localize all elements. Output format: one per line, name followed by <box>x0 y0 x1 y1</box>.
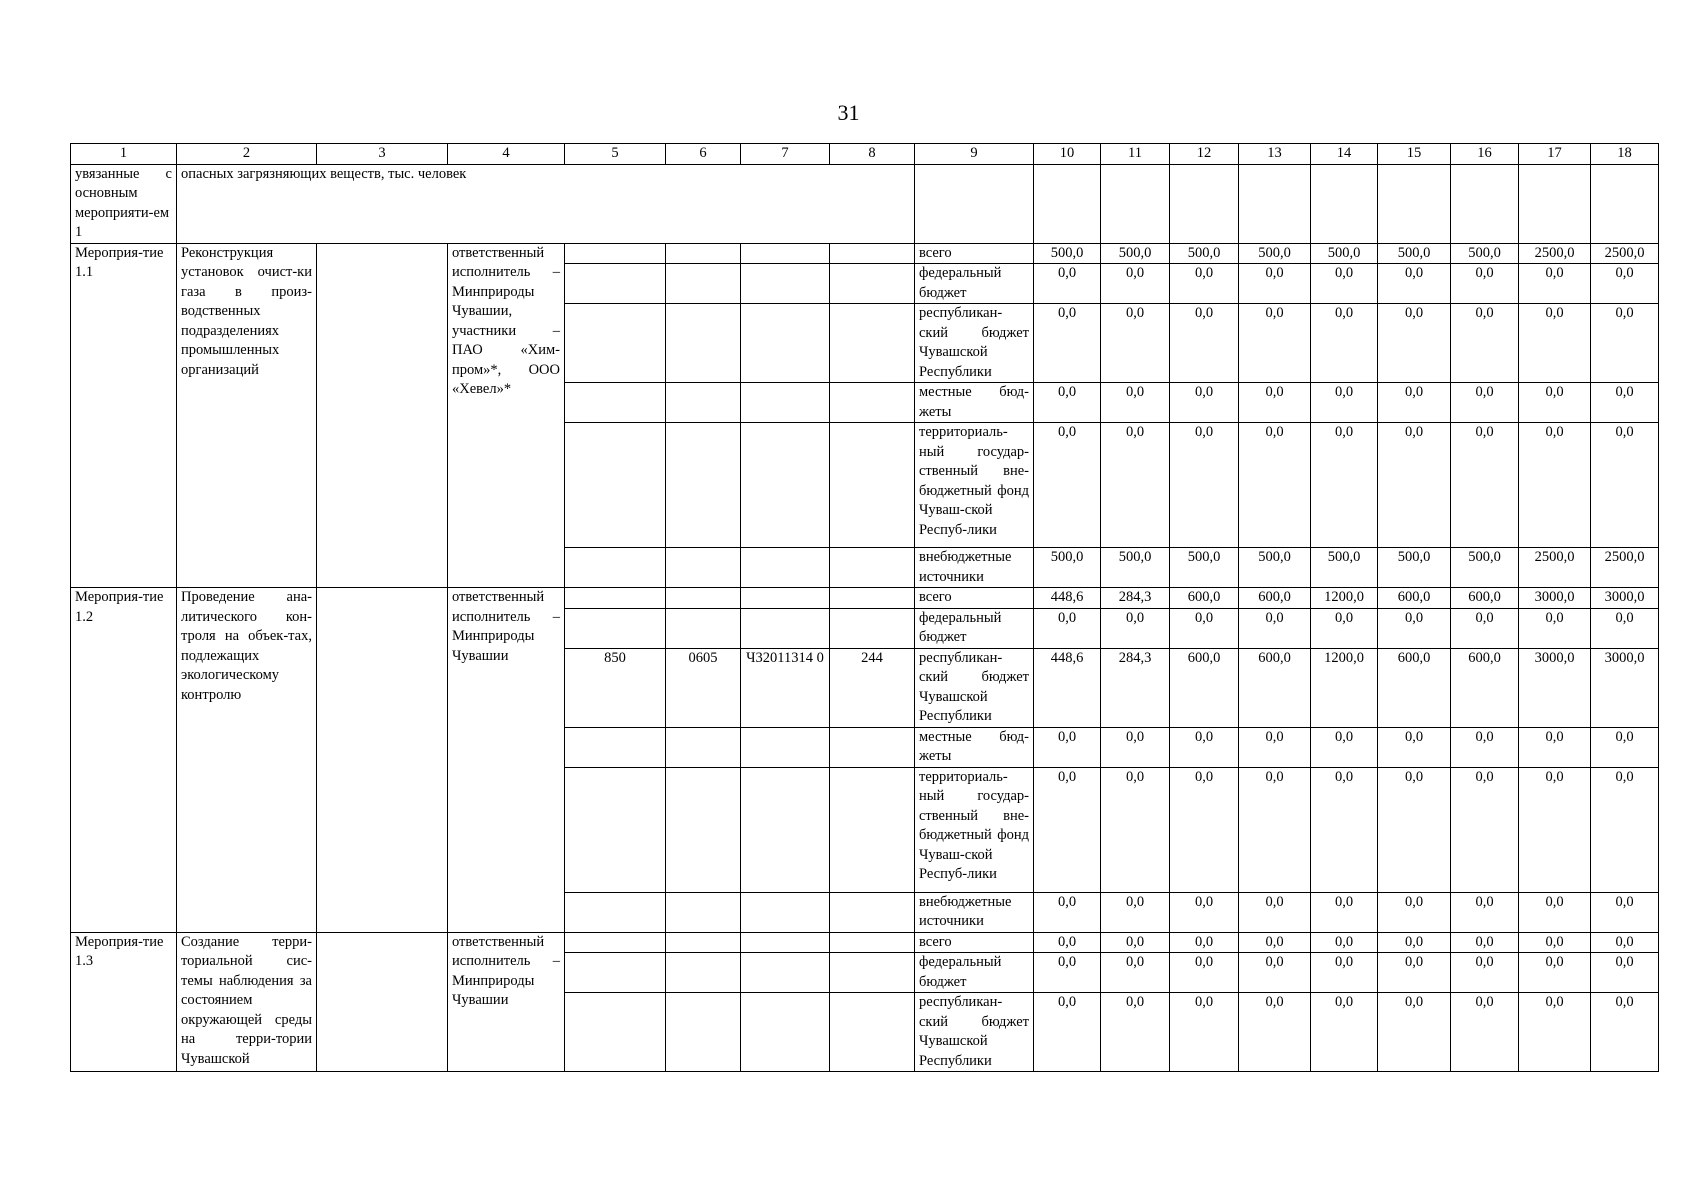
funding-value: 0,0 <box>1239 423 1311 548</box>
budget-code-cell <box>741 264 830 304</box>
funding-value: 500,0 <box>1034 243 1101 264</box>
empty-cell <box>1311 164 1378 243</box>
funding-value: 0,0 <box>1170 953 1239 993</box>
measure-executor: ответственный исполнитель – Минприроды Чувашии, участники – ПАО «Хим-пром»*, ООО «Хевел»* <box>448 243 565 588</box>
funding-value: 0,0 <box>1519 767 1591 892</box>
column-number-header: 5 <box>565 144 666 165</box>
budget-code-cell <box>565 727 666 767</box>
funding-value: 0,0 <box>1378 993 1451 1072</box>
funding-value: 0,0 <box>1170 383 1239 423</box>
empty-cell <box>317 932 448 1072</box>
column-number-header: 9 <box>915 144 1034 165</box>
funding-value: 0,0 <box>1519 953 1591 993</box>
funding-source: внебюджетные источники <box>915 892 1034 932</box>
funding-source: местные бюд-жеты <box>915 383 1034 423</box>
budget-code-cell <box>666 953 741 993</box>
measure-row <box>71 932 1659 953</box>
empty-cell <box>1101 164 1170 243</box>
funding-value: 0,0 <box>1101 993 1170 1072</box>
funding-source: всего <box>915 243 1034 264</box>
header-row <box>71 144 1659 165</box>
budget-code-cell <box>565 892 666 932</box>
funding-value: 0,0 <box>1591 993 1659 1072</box>
funding-value: 0,0 <box>1451 993 1519 1072</box>
funding-value: 0,0 <box>1591 932 1659 953</box>
budget-code-cell <box>666 932 741 953</box>
column-number-header: 14 <box>1311 144 1378 165</box>
funding-value: 500,0 <box>1170 548 1239 588</box>
budget-code-cell <box>666 727 741 767</box>
funding-value: 0,0 <box>1378 953 1451 993</box>
budget-code-cell <box>830 993 915 1072</box>
budget-code-cell <box>565 767 666 892</box>
funding-value: 500,0 <box>1101 548 1170 588</box>
funding-value: 0,0 <box>1170 727 1239 767</box>
column-number-header: 8 <box>830 144 915 165</box>
funding-value: 3000,0 <box>1591 588 1659 609</box>
funding-value: 0,0 <box>1239 608 1311 648</box>
measure-id: Мероприя-тие 1.2 <box>71 588 177 933</box>
funding-value: 0,0 <box>1311 304 1378 383</box>
budget-code-cell <box>830 608 915 648</box>
funding-value: 2500,0 <box>1591 243 1659 264</box>
budget-code-cell <box>830 932 915 953</box>
column-number-header: 10 <box>1034 144 1101 165</box>
column-number-header: 18 <box>1591 144 1659 165</box>
funding-source: республикан-ский бюджет Чувашской Республики <box>915 993 1034 1072</box>
funding-value: 0,0 <box>1519 423 1591 548</box>
empty-cell <box>1239 164 1311 243</box>
budget-code-cell <box>741 932 830 953</box>
budget-code-cell <box>565 993 666 1072</box>
funding-value: 0,0 <box>1034 608 1101 648</box>
budget-code-cell <box>565 548 666 588</box>
budget-code-cell <box>741 727 830 767</box>
funding-value: 0,0 <box>1311 423 1378 548</box>
measure-executor: ответственный исполнитель – Минприроды Чувашии <box>448 932 565 1072</box>
funding-value: 284,3 <box>1101 588 1170 609</box>
budget-code-cell: Ч32011314 0 <box>741 648 830 727</box>
empty-cell <box>1378 164 1451 243</box>
funding-value: 600,0 <box>1170 588 1239 609</box>
budget-code-cell <box>830 383 915 423</box>
budget-code-cell <box>565 243 666 264</box>
funding-value: 0,0 <box>1519 727 1591 767</box>
funding-source: республикан-ский бюджет Чувашской Республики <box>915 648 1034 727</box>
budget-code-cell <box>741 953 830 993</box>
funding-value: 500,0 <box>1170 243 1239 264</box>
budget-code-cell <box>741 993 830 1072</box>
column-number-header: 4 <box>448 144 565 165</box>
budget-table <box>70 143 1659 1072</box>
funding-value: 0,0 <box>1378 304 1451 383</box>
funding-value: 0,0 <box>1311 953 1378 993</box>
empty-cell <box>317 588 448 933</box>
funding-value: 500,0 <box>1378 243 1451 264</box>
budget-code-cell <box>741 304 830 383</box>
intro-row <box>71 164 1659 243</box>
budget-code-cell <box>666 243 741 264</box>
funding-value: 0,0 <box>1378 727 1451 767</box>
empty-cell <box>1034 164 1101 243</box>
funding-value: 0,0 <box>1451 383 1519 423</box>
measure-name: Создание терри-ториальной сис-темы наблюдения за состоянием окружающей среды на терри-тории Чувашской <box>177 932 317 1072</box>
page-number: 31 <box>837 100 860 125</box>
funding-value: 0,0 <box>1170 993 1239 1072</box>
measure-row <box>71 243 1659 264</box>
funding-value: 0,0 <box>1101 953 1170 993</box>
budget-code-cell <box>830 767 915 892</box>
funding-value: 448,6 <box>1034 648 1101 727</box>
budget-code-cell <box>741 243 830 264</box>
funding-value: 0,0 <box>1034 304 1101 383</box>
funding-value: 0,0 <box>1170 304 1239 383</box>
budget-code-cell <box>565 423 666 548</box>
funding-value: 600,0 <box>1378 588 1451 609</box>
budget-code-cell <box>830 588 915 609</box>
funding-source: федеральный бюджет <box>915 264 1034 304</box>
funding-value: 0,0 <box>1378 423 1451 548</box>
funding-value: 0,0 <box>1101 767 1170 892</box>
budget-code-cell <box>666 304 741 383</box>
funding-value: 0,0 <box>1378 767 1451 892</box>
funding-value: 0,0 <box>1034 993 1101 1072</box>
funding-source: всего <box>915 588 1034 609</box>
funding-value: 0,0 <box>1451 264 1519 304</box>
funding-value: 0,0 <box>1034 932 1101 953</box>
funding-value: 600,0 <box>1451 588 1519 609</box>
funding-value: 0,0 <box>1591 264 1659 304</box>
budget-code-cell <box>741 423 830 548</box>
column-number-header: 11 <box>1101 144 1170 165</box>
funding-value: 0,0 <box>1034 423 1101 548</box>
column-number-header: 3 <box>317 144 448 165</box>
funding-value: 0,0 <box>1591 953 1659 993</box>
funding-value: 0,0 <box>1239 304 1311 383</box>
funding-source: республикан-ский бюджет Чувашской Республики <box>915 304 1034 383</box>
funding-value: 0,0 <box>1170 932 1239 953</box>
budget-code-cell <box>565 383 666 423</box>
budget-code-cell <box>830 423 915 548</box>
funding-value: 500,0 <box>1311 548 1378 588</box>
funding-value: 0,0 <box>1311 892 1378 932</box>
funding-value: 0,0 <box>1451 932 1519 953</box>
budget-code-cell <box>830 264 915 304</box>
budget-code-cell <box>830 243 915 264</box>
funding-value: 0,0 <box>1239 727 1311 767</box>
empty-cell <box>915 164 1034 243</box>
measure-row <box>71 588 1659 609</box>
empty-cell <box>1451 164 1519 243</box>
budget-code-cell <box>565 588 666 609</box>
funding-value: 284,3 <box>1101 648 1170 727</box>
budget-code-cell <box>741 588 830 609</box>
measure-id: Мероприя-тие 1.1 <box>71 243 177 588</box>
budget-code-cell <box>741 383 830 423</box>
funding-value: 0,0 <box>1239 892 1311 932</box>
budget-code-cell <box>565 608 666 648</box>
funding-value: 1200,0 <box>1311 648 1378 727</box>
funding-value: 2500,0 <box>1519 243 1591 264</box>
funding-value: 500,0 <box>1311 243 1378 264</box>
measure-id: Мероприя-тие 1.3 <box>71 932 177 1072</box>
funding-value: 0,0 <box>1451 767 1519 892</box>
funding-value: 0,0 <box>1519 993 1591 1072</box>
funding-value: 500,0 <box>1239 243 1311 264</box>
column-number-header: 7 <box>741 144 830 165</box>
funding-value: 500,0 <box>1451 548 1519 588</box>
budget-code-cell <box>565 304 666 383</box>
funding-value: 0,0 <box>1519 608 1591 648</box>
budget-code-cell <box>666 588 741 609</box>
budget-code-cell <box>565 264 666 304</box>
funding-value: 0,0 <box>1034 264 1101 304</box>
budget-code-cell <box>565 932 666 953</box>
budget-code-cell <box>830 953 915 993</box>
funding-value: 0,0 <box>1311 264 1378 304</box>
funding-value: 0,0 <box>1591 892 1659 932</box>
budget-code-cell: 850 <box>565 648 666 727</box>
funding-value: 0,0 <box>1034 953 1101 993</box>
funding-value: 0,0 <box>1239 932 1311 953</box>
measure-executor: ответственный исполнитель – Минприроды Чувашии <box>448 588 565 933</box>
budget-code-cell <box>666 548 741 588</box>
funding-source: территориаль-ный государ-ственный вне-бюджетный фонд Чуваш-ской Респуб-лики <box>915 423 1034 548</box>
funding-value: 0,0 <box>1239 264 1311 304</box>
funding-value: 0,0 <box>1239 383 1311 423</box>
funding-value: 0,0 <box>1378 608 1451 648</box>
intro-linked-cell: увязанные с основным мероприяти-ем 1 <box>71 164 177 243</box>
funding-value: 0,0 <box>1101 423 1170 548</box>
funding-value: 600,0 <box>1239 588 1311 609</box>
funding-source: федеральный бюджет <box>915 608 1034 648</box>
funding-value: 0,0 <box>1101 383 1170 423</box>
empty-cell <box>1591 164 1659 243</box>
measure-name: Реконструкция установок очист-ки газа в произ-водственных подразделениях промышленных организаций <box>177 243 317 588</box>
funding-value: 600,0 <box>1170 648 1239 727</box>
budget-code-cell <box>741 767 830 892</box>
funding-value: 0,0 <box>1101 932 1170 953</box>
intro-indicator-cell: опасных загрязняющих веществ, тыс. человек <box>177 164 915 243</box>
budget-code-cell <box>666 767 741 892</box>
funding-source: всего <box>915 932 1034 953</box>
column-number-header: 15 <box>1378 144 1451 165</box>
funding-source: внебюджетные источники <box>915 548 1034 588</box>
budget-code-cell <box>830 892 915 932</box>
funding-value: 0,0 <box>1519 892 1591 932</box>
funding-value: 0,0 <box>1101 608 1170 648</box>
funding-value: 0,0 <box>1239 993 1311 1072</box>
funding-value: 0,0 <box>1311 727 1378 767</box>
budget-code-cell <box>666 423 741 548</box>
budget-code-cell <box>666 264 741 304</box>
funding-value: 0,0 <box>1519 264 1591 304</box>
budget-code-cell <box>565 953 666 993</box>
funding-value: 0,0 <box>1170 608 1239 648</box>
budget-code-cell <box>741 608 830 648</box>
funding-source: территориаль-ный государ-ственный вне-бюджетный фонд Чуваш-ской Респуб-лики <box>915 767 1034 892</box>
measure-name: Проведение ана-литического кон-троля на объек-тах, подлежащих экологическому контролю <box>177 588 317 933</box>
column-number-header: 1 <box>71 144 177 165</box>
funding-value: 2500,0 <box>1591 548 1659 588</box>
funding-value: 0,0 <box>1451 608 1519 648</box>
empty-cell <box>1170 164 1239 243</box>
funding-value: 0,0 <box>1034 383 1101 423</box>
funding-value: 0,0 <box>1378 264 1451 304</box>
column-number-header: 13 <box>1239 144 1311 165</box>
funding-value: 0,0 <box>1034 767 1101 892</box>
funding-source: федеральный бюджет <box>915 953 1034 993</box>
budget-code-cell <box>666 383 741 423</box>
funding-value: 0,0 <box>1311 383 1378 423</box>
funding-value: 0,0 <box>1378 383 1451 423</box>
budget-code-cell <box>741 548 830 588</box>
funding-value: 0,0 <box>1101 304 1170 383</box>
funding-value: 0,0 <box>1170 423 1239 548</box>
funding-value: 0,0 <box>1591 608 1659 648</box>
funding-value: 0,0 <box>1034 892 1101 932</box>
funding-value: 0,0 <box>1591 423 1659 548</box>
funding-value: 0,0 <box>1170 264 1239 304</box>
funding-value: 3000,0 <box>1519 648 1591 727</box>
funding-value: 1200,0 <box>1311 588 1378 609</box>
funding-value: 0,0 <box>1170 892 1239 932</box>
funding-value: 500,0 <box>1101 243 1170 264</box>
funding-value: 0,0 <box>1101 727 1170 767</box>
funding-value: 0,0 <box>1311 767 1378 892</box>
column-number-header: 17 <box>1519 144 1591 165</box>
funding-value: 0,0 <box>1311 932 1378 953</box>
funding-value: 0,0 <box>1451 953 1519 993</box>
funding-value: 448,6 <box>1034 588 1101 609</box>
funding-value: 0,0 <box>1101 892 1170 932</box>
budget-code-cell <box>741 892 830 932</box>
empty-cell <box>317 243 448 588</box>
column-number-header: 2 <box>177 144 317 165</box>
funding-value: 0,0 <box>1591 304 1659 383</box>
funding-value: 0,0 <box>1034 727 1101 767</box>
budget-code-cell: 244 <box>830 648 915 727</box>
funding-value: 600,0 <box>1239 648 1311 727</box>
funding-value: 0,0 <box>1591 767 1659 892</box>
budget-code-cell <box>666 993 741 1072</box>
funding-value: 0,0 <box>1451 727 1519 767</box>
funding-value: 0,0 <box>1239 953 1311 993</box>
funding-value: 600,0 <box>1378 648 1451 727</box>
budget-code-cell <box>666 608 741 648</box>
funding-value: 0,0 <box>1451 892 1519 932</box>
funding-value: 0,0 <box>1378 932 1451 953</box>
column-number-header: 12 <box>1170 144 1239 165</box>
funding-value: 0,0 <box>1378 892 1451 932</box>
funding-value: 0,0 <box>1451 304 1519 383</box>
column-number-header: 16 <box>1451 144 1519 165</box>
budget-code-cell <box>830 304 915 383</box>
funding-value: 0,0 <box>1311 608 1378 648</box>
funding-value: 0,0 <box>1239 767 1311 892</box>
funding-value: 0,0 <box>1311 993 1378 1072</box>
budget-code-cell <box>830 727 915 767</box>
funding-value: 500,0 <box>1378 548 1451 588</box>
funding-value: 0,0 <box>1519 932 1591 953</box>
funding-value: 0,0 <box>1519 304 1591 383</box>
funding-value: 0,0 <box>1519 383 1591 423</box>
budget-code-cell: 0605 <box>666 648 741 727</box>
funding-value: 0,0 <box>1591 727 1659 767</box>
column-number-header: 6 <box>666 144 741 165</box>
funding-value: 0,0 <box>1591 383 1659 423</box>
funding-value: 500,0 <box>1239 548 1311 588</box>
funding-value: 500,0 <box>1451 243 1519 264</box>
funding-value: 0,0 <box>1101 264 1170 304</box>
budget-code-cell <box>666 892 741 932</box>
empty-cell <box>1519 164 1591 243</box>
funding-value: 0,0 <box>1170 767 1239 892</box>
funding-source: местные бюд-жеты <box>915 727 1034 767</box>
funding-value: 3000,0 <box>1591 648 1659 727</box>
funding-value: 2500,0 <box>1519 548 1591 588</box>
funding-value: 0,0 <box>1451 423 1519 548</box>
funding-value: 3000,0 <box>1519 588 1591 609</box>
funding-value: 500,0 <box>1034 548 1101 588</box>
funding-value: 600,0 <box>1451 648 1519 727</box>
budget-code-cell <box>830 548 915 588</box>
